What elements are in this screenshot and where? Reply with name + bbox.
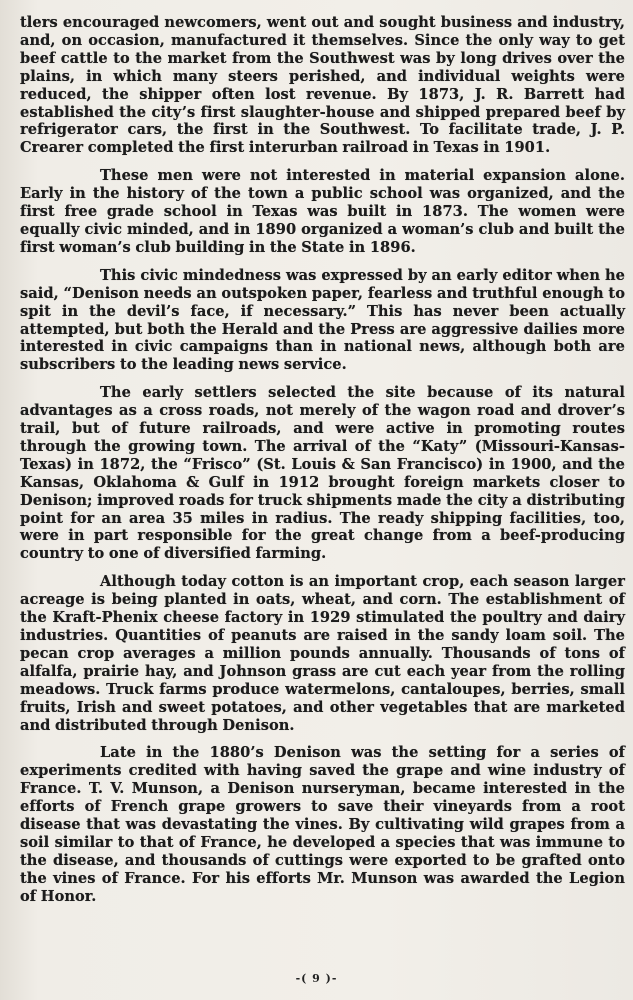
- paragraph-1-text: tlers encouraged newcomers, went out and sought business and industry, and, on occasion, manufactured it themselves. Since the only way to get beef cattle to the market from the Southwest was by long drives over the plains, in which many steers perished, and individual weights were reduced, the shipper often lost revenue. By 1873, J. R. Barrett had established the city’s first slaughter-house and shipped prepared beef by refrigerator cars, the first in the Southwest. To facilitate trade, J. P. Crearer completed the first interurban railroad in Texas in 1901.: [20, 14, 625, 157]
- paragraph-4-text: The early settlers selected the site because of its natural advantages as a cross roads, not merely of the wagon road and drover’s trail, but of future railroads, and were active in promoting routes through the growing town. The arrival of the “Katy” (Missouri-Kansas-Texas) in 1872, the “Frisco” (St. Louis & San Francisco) in 1900, and the Kansas, Oklahoma & Gulf in 1912 brought foreign markets closer to Denison; improved roads for truck shipments made the city a distributing point for an area 35 miles in radius. The ready shipping facilities, too, were in part responsible for the great change from a beef-producing country to one of diversified farming.: [20, 384, 625, 563]
- paragraph-2: [20, 167, 625, 257]
- newspaper-name-herald: Herald: [221, 320, 278, 338]
- paragraph-4: [20, 384, 625, 563]
- paragraph-5-text: Although today cotton is an important crop, each season larger acreage is being planted in oats, wheat, and corn. The establishment of the Kraft-Phenix cheese factory in 1929 stimulated the poultry and dairy industries. Quantities of peanuts are raised in the sandy loam soil. The pecan crop averages a million pounds annually. Thousands of tons of alfalfa, prairie hay, and Johnson grass are cut each year from the rolling meadows. Truck farms produce watermelons, cantaloupes, berries, small fruits, Irish and sweet potatoes, and other vegetables that are marketed and distributed through Denison.: [20, 573, 625, 734]
- paragraph-3-text-a: This civic mindedness was expressed by an early editor when he said, “Denison needs an outspoken paper, fearless and truthful enough to spit in the devil’s face, if necessary.” This has never been actually attempted, but both the: [20, 266, 625, 338]
- page-number: -( 9 )-: [295, 972, 338, 985]
- paragraph-6: [20, 744, 625, 905]
- paragraph-2-text: These men were not interested in material expansion alone. Early in the history of the town a public school was organized, and the first free grade school in Texas was built in 1873. The women were equally civic minded, and in 1890 organized a woman’s club and built the first woman’s club building in the State in 1896.: [20, 167, 625, 256]
- newspaper-name-press: Press: [350, 320, 395, 338]
- paragraph-1: [20, 14, 625, 157]
- paragraph-5: [20, 573, 625, 734]
- paragraph-3-text-b: and the: [277, 320, 351, 338]
- paragraph-6-text: Late in the 1880’s Denison was the setting for a series of experiments credited with having saved the grape and wine industry of France. T. V. Munson, a Denison nurseryman, became interested in the efforts of French grape growers to save their vineyards from a root disease that was devastating the vines. By cultivating wild grapes from a soil similar to that of France, he developed a species that was immune to the disease, and thousands of cuttings were exported to be grafted onto the vines of France. For his efforts Mr. Munson was awarded the Legion of Honor.: [20, 744, 625, 905]
- paragraph-3: [20, 267, 625, 374]
- paragraph-3-text-c: are aggressive dailies more interested in civic campaigns than in national news, although both are subscribers to the leading news service.: [20, 320, 625, 374]
